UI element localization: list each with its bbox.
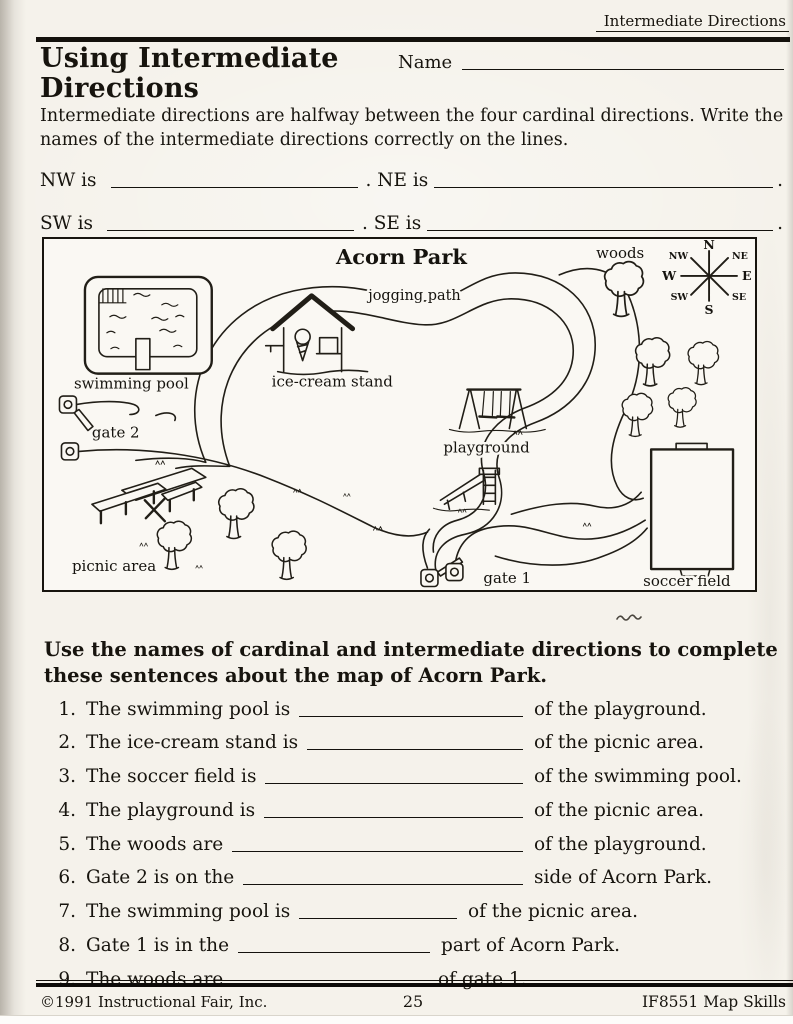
- blank-line: [299, 901, 457, 920]
- direction-fill-row-sw-se: [40, 210, 783, 240]
- question-number: 7.: [58, 901, 76, 923]
- stray-pen-mark: [616, 608, 642, 627]
- question-number: 4.: [58, 799, 76, 821]
- question-text-after: of the picnic area.: [534, 732, 704, 754]
- name-label: Name: [398, 52, 453, 73]
- blank-line: [299, 698, 523, 717]
- footer-divider-rule: [36, 980, 793, 987]
- question-text: The swimming pool is: [86, 901, 291, 923]
- question-number: 3.: [58, 766, 76, 788]
- blank-line: [232, 833, 523, 852]
- blank-line: [238, 935, 430, 954]
- compass-w: W: [662, 267, 677, 283]
- period: .: [777, 169, 783, 191]
- question-list: [50, 696, 785, 1000]
- soccer-field-drawing: [651, 443, 733, 576]
- question-text-after: of the picnic area.: [468, 901, 638, 923]
- page-number: 25: [402, 992, 424, 1011]
- question-number: 8.: [58, 935, 76, 957]
- question-text-after: part of Acorn Park.: [441, 935, 620, 957]
- page-title: Using Intermediate Directions: [40, 43, 339, 105]
- scan-edge-bottom: [0, 1015, 793, 1024]
- playground-swings-drawing: [449, 390, 545, 433]
- ne-label: . NE is: [365, 169, 429, 191]
- compass-nw: NW: [668, 250, 689, 262]
- question-text-after: side of Acorn Park.: [534, 867, 713, 889]
- woods-trees-drawing: [605, 262, 719, 437]
- map-panel: [42, 237, 757, 592]
- scan-edge-shadow: [0, 0, 26, 1024]
- compass-n: N: [703, 239, 715, 252]
- compass-se: SE: [732, 291, 747, 303]
- ice-cream-stand-drawing: [266, 295, 368, 375]
- name-row: [398, 50, 784, 73]
- question-number: 1.: [58, 698, 76, 720]
- compass-e: E: [742, 267, 752, 283]
- question-number: 5.: [58, 833, 76, 855]
- scan-edge-shadow-right: [786, 0, 793, 1024]
- question-text: The woods are: [86, 968, 224, 990]
- label-jogging-path: jogging path: [368, 287, 461, 304]
- compass-sw: SW: [670, 291, 689, 303]
- question-row-4: [50, 797, 785, 820]
- picnic-table-drawing: [92, 468, 206, 523]
- period: .: [777, 212, 783, 234]
- name-blank-line: [462, 52, 784, 70]
- blank-line: [111, 169, 358, 188]
- label-gate-2: gate 2: [91, 423, 140, 442]
- question-row-7: [50, 899, 785, 922]
- blank-line: [434, 169, 773, 188]
- question-row-2: [50, 730, 785, 753]
- picnic-trees-drawing: [157, 489, 306, 580]
- label-picnic-area: picnic area: [71, 557, 157, 576]
- gate-1-drawing: [421, 558, 463, 586]
- label-swimming-pool: swimming pool: [73, 374, 189, 393]
- intro-text: Intermediate directions are halfway between the four cardinal directions. Write the names of the intermediate directions correctly on the lines.: [40, 106, 784, 151]
- swimming-pool-drawing: [85, 277, 212, 374]
- blank-line: [265, 766, 523, 785]
- label-woods: woods: [596, 243, 645, 262]
- compass-rose-icon: [661, 239, 751, 317]
- question-text: The woods are: [86, 833, 224, 855]
- question-number: 9.: [58, 968, 76, 990]
- label-gate-1: gate 1: [483, 569, 532, 588]
- question-number: 2.: [58, 732, 76, 754]
- question-text: Gate 1 is in the: [86, 935, 230, 957]
- blank-line: [427, 212, 773, 231]
- question-text-after: of gate 1.: [438, 968, 527, 990]
- playground-slide-drawing: [433, 468, 499, 511]
- nw-label: NW is: [40, 169, 97, 191]
- question-text-after: of the picnic area.: [534, 799, 704, 821]
- label-ice-cream-stand: ice-cream stand: [271, 372, 393, 391]
- label-playground: playground: [443, 438, 530, 457]
- map-drawing: [44, 239, 755, 590]
- question-row-1: [50, 696, 785, 719]
- copyright-text: ©1991 Instructional Fair, Inc.: [40, 993, 268, 1011]
- label-soccer-field: soccer field: [643, 572, 731, 590]
- question-text: The ice-cream stand is: [86, 732, 299, 754]
- sw-label: SW is: [40, 212, 93, 234]
- question-text: Gate 2 is on the: [86, 867, 235, 889]
- question-row-6: [50, 865, 785, 888]
- question-text-after: of the swimming pool.: [534, 766, 742, 788]
- page-header-topic: Intermediate Directions: [596, 12, 789, 32]
- header-divider-rule: [36, 37, 790, 42]
- blank-line: [107, 212, 354, 231]
- direction-fill-row-nw-ne: [40, 167, 783, 197]
- map-title: Acorn Park: [336, 243, 467, 269]
- question-text: The soccer field is: [86, 766, 257, 788]
- blank-line: [307, 732, 523, 751]
- compass-ne: NE: [732, 250, 748, 262]
- question-number: 6.: [58, 867, 76, 889]
- question-text-after: of the playground.: [534, 698, 707, 720]
- blank-line: [264, 799, 523, 818]
- series-title: IF8551 Map Skills: [641, 993, 786, 1011]
- question-row-3: [50, 764, 785, 787]
- question-row-8: [50, 933, 785, 956]
- compass-s: S: [704, 301, 714, 317]
- question-text-after: of the playground.: [534, 833, 707, 855]
- blank-line: [243, 867, 523, 886]
- question-row-5: [50, 831, 785, 854]
- question-text: The swimming pool is: [86, 698, 291, 720]
- question-text: The playground is: [86, 799, 256, 821]
- exercise-heading: Use the names of cardinal and intermediate directions to complete these sentences about the map of Acorn Park.: [44, 638, 778, 688]
- se-label: . SE is: [361, 212, 422, 234]
